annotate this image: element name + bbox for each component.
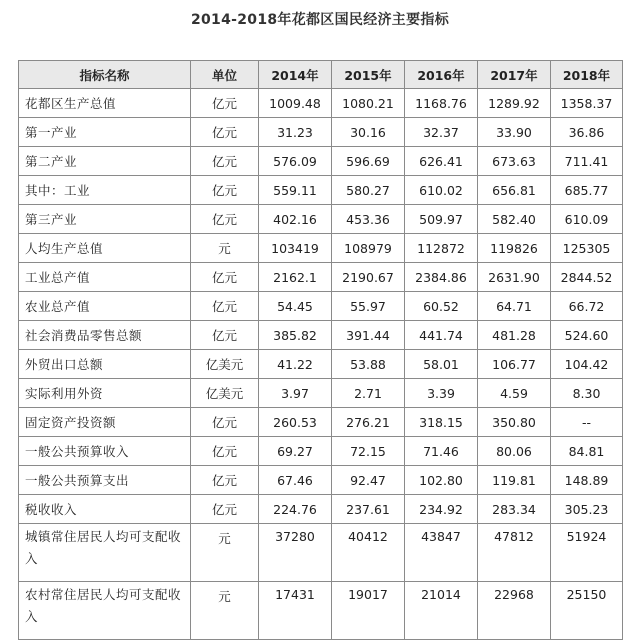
column-header: 2016年 [405, 61, 478, 89]
page-title: 2014-2018年花都区国民经济主要指标 [190, 12, 450, 28]
value-cell: 41.22 [259, 350, 332, 379]
value-cell: 576.09 [259, 147, 332, 176]
value-cell: 84.81 [551, 437, 623, 466]
table-row [19, 147, 623, 176]
value-cell: 596.69 [332, 147, 405, 176]
value-cell: 685.77 [551, 176, 623, 205]
value-cell: 481.28 [478, 321, 551, 350]
indicator-name-cell: 农业总产值 [19, 292, 191, 321]
indicator-name-cell: 花都区生产总值 [19, 89, 191, 118]
value-cell: 19017 [332, 582, 405, 640]
value-cell: 402.16 [259, 205, 332, 234]
value-cell: 80.06 [478, 437, 551, 466]
indicator-name-cell: 工业总产值 [19, 263, 191, 292]
indicator-name-cell: 城镇常住居民人均可支配收入 [19, 524, 191, 582]
value-cell: 580.27 [332, 176, 405, 205]
indicators-table [18, 60, 623, 640]
value-cell: 58.01 [405, 350, 478, 379]
indicator-name-cell: 固定资产投资额 [19, 408, 191, 437]
unit-cell: 亿元 [191, 205, 259, 234]
indicator-name-cell: 一般公共预算收入 [19, 437, 191, 466]
unit-cell: 亿元 [191, 292, 259, 321]
value-cell: 47812 [478, 524, 551, 582]
value-cell: 71.46 [405, 437, 478, 466]
table-row [19, 495, 623, 524]
value-cell: 391.44 [332, 321, 405, 350]
unit-cell: 亿元 [191, 263, 259, 292]
value-cell: 582.40 [478, 205, 551, 234]
value-cell: 2384.86 [405, 263, 478, 292]
value-cell: 104.42 [551, 350, 623, 379]
value-cell: 4.59 [478, 379, 551, 408]
value-cell: 656.81 [478, 176, 551, 205]
value-cell: 1009.48 [259, 89, 332, 118]
unit-cell: 元 [191, 582, 259, 640]
unit-cell: 亿元 [191, 495, 259, 524]
value-cell: 1289.92 [478, 89, 551, 118]
unit-cell: 亿元 [191, 176, 259, 205]
table-row [19, 379, 623, 408]
value-cell: 626.41 [405, 147, 478, 176]
unit-cell: 元 [191, 234, 259, 263]
column-header: 单位 [191, 61, 259, 89]
value-cell: 559.11 [259, 176, 332, 205]
table-row [19, 321, 623, 350]
value-cell: 276.21 [332, 408, 405, 437]
value-cell: 17431 [259, 582, 332, 640]
unit-cell: 亿元 [191, 437, 259, 466]
value-cell: 92.47 [332, 466, 405, 495]
value-cell: 2190.67 [332, 263, 405, 292]
value-cell: 2844.52 [551, 263, 623, 292]
value-cell: 31.23 [259, 118, 332, 147]
indicator-name-cell: 第三产业 [19, 205, 191, 234]
indicator-name-cell: 其中：工业 [19, 176, 191, 205]
value-cell: 64.71 [478, 292, 551, 321]
value-cell: 119826 [478, 234, 551, 263]
unit-cell: 亿美元 [191, 350, 259, 379]
table-row [19, 234, 623, 263]
value-cell: 103419 [259, 234, 332, 263]
value-cell: 2631.90 [478, 263, 551, 292]
table-row [19, 176, 623, 205]
unit-cell: 亿美元 [191, 379, 259, 408]
value-cell: 1358.37 [551, 89, 623, 118]
value-cell: 72.15 [332, 437, 405, 466]
value-cell: 106.77 [478, 350, 551, 379]
unit-cell: 亿元 [191, 466, 259, 495]
value-cell: 509.97 [405, 205, 478, 234]
table-row [19, 89, 623, 118]
value-cell: 51924 [551, 524, 623, 582]
value-cell: 102.80 [405, 466, 478, 495]
value-cell: 453.36 [332, 205, 405, 234]
unit-cell: 亿元 [191, 147, 259, 176]
value-cell: -- [551, 408, 623, 437]
indicator-name-cell: 实际利用外资 [19, 379, 191, 408]
value-cell: 385.82 [259, 321, 332, 350]
table-row [19, 408, 623, 437]
value-cell: 441.74 [405, 321, 478, 350]
value-cell: 237.61 [332, 495, 405, 524]
value-cell: 25150 [551, 582, 623, 640]
value-cell: 3.39 [405, 379, 478, 408]
value-cell: 2.71 [332, 379, 405, 408]
value-cell: 40412 [332, 524, 405, 582]
value-cell: 1080.21 [332, 89, 405, 118]
value-cell: 112872 [405, 234, 478, 263]
unit-cell: 元 [191, 524, 259, 582]
value-cell: 67.46 [259, 466, 332, 495]
indicator-name-cell: 外贸出口总额 [19, 350, 191, 379]
table-row [19, 263, 623, 292]
unit-cell: 亿元 [191, 89, 259, 118]
value-cell: 305.23 [551, 495, 623, 524]
value-cell: 673.63 [478, 147, 551, 176]
value-cell: 21014 [405, 582, 478, 640]
unit-cell: 亿元 [191, 321, 259, 350]
value-cell: 36.86 [551, 118, 623, 147]
indicator-name-cell: 一般公共预算支出 [19, 466, 191, 495]
table-row [19, 437, 623, 466]
value-cell: 119.81 [478, 466, 551, 495]
table-row [19, 466, 623, 495]
value-cell: 148.89 [551, 466, 623, 495]
column-header: 2014年 [259, 61, 332, 89]
value-cell: 224.76 [259, 495, 332, 524]
table-row [19, 205, 623, 234]
table-row [19, 524, 623, 582]
value-cell: 318.15 [405, 408, 478, 437]
table-row [19, 582, 623, 640]
value-cell: 37280 [259, 524, 332, 582]
indicator-name-cell: 农村常住居民人均可支配收入 [19, 582, 191, 640]
value-cell: 711.41 [551, 147, 623, 176]
value-cell: 32.37 [405, 118, 478, 147]
value-cell: 2162.1 [259, 263, 332, 292]
value-cell: 610.09 [551, 205, 623, 234]
table-row [19, 350, 623, 379]
value-cell: 350.80 [478, 408, 551, 437]
value-cell: 524.60 [551, 321, 623, 350]
indicator-name-cell: 人均生产总值 [19, 234, 191, 263]
column-header: 2017年 [478, 61, 551, 89]
value-cell: 55.97 [332, 292, 405, 321]
unit-cell: 亿元 [191, 118, 259, 147]
indicator-name-cell: 第二产业 [19, 147, 191, 176]
table-header-row [19, 61, 623, 89]
indicator-name-cell: 第一产业 [19, 118, 191, 147]
value-cell: 33.90 [478, 118, 551, 147]
value-cell: 60.52 [405, 292, 478, 321]
table-row [19, 292, 623, 321]
value-cell: 53.88 [332, 350, 405, 379]
value-cell: 125305 [551, 234, 623, 263]
column-header: 指标名称 [19, 61, 191, 89]
value-cell: 30.16 [332, 118, 405, 147]
table-row [19, 118, 623, 147]
unit-cell: 亿元 [191, 408, 259, 437]
value-cell: 69.27 [259, 437, 332, 466]
value-cell: 22968 [478, 582, 551, 640]
value-cell: 260.53 [259, 408, 332, 437]
value-cell: 8.30 [551, 379, 623, 408]
indicator-name-cell: 税收收入 [19, 495, 191, 524]
value-cell: 610.02 [405, 176, 478, 205]
column-header: 2015年 [332, 61, 405, 89]
value-cell: 54.45 [259, 292, 332, 321]
value-cell: 66.72 [551, 292, 623, 321]
value-cell: 1168.76 [405, 89, 478, 118]
column-header: 2018年 [551, 61, 623, 89]
value-cell: 43847 [405, 524, 478, 582]
value-cell: 234.92 [405, 495, 478, 524]
value-cell: 283.34 [478, 495, 551, 524]
value-cell: 3.97 [259, 379, 332, 408]
value-cell: 108979 [332, 234, 405, 263]
indicator-name-cell: 社会消费品零售总额 [19, 321, 191, 350]
